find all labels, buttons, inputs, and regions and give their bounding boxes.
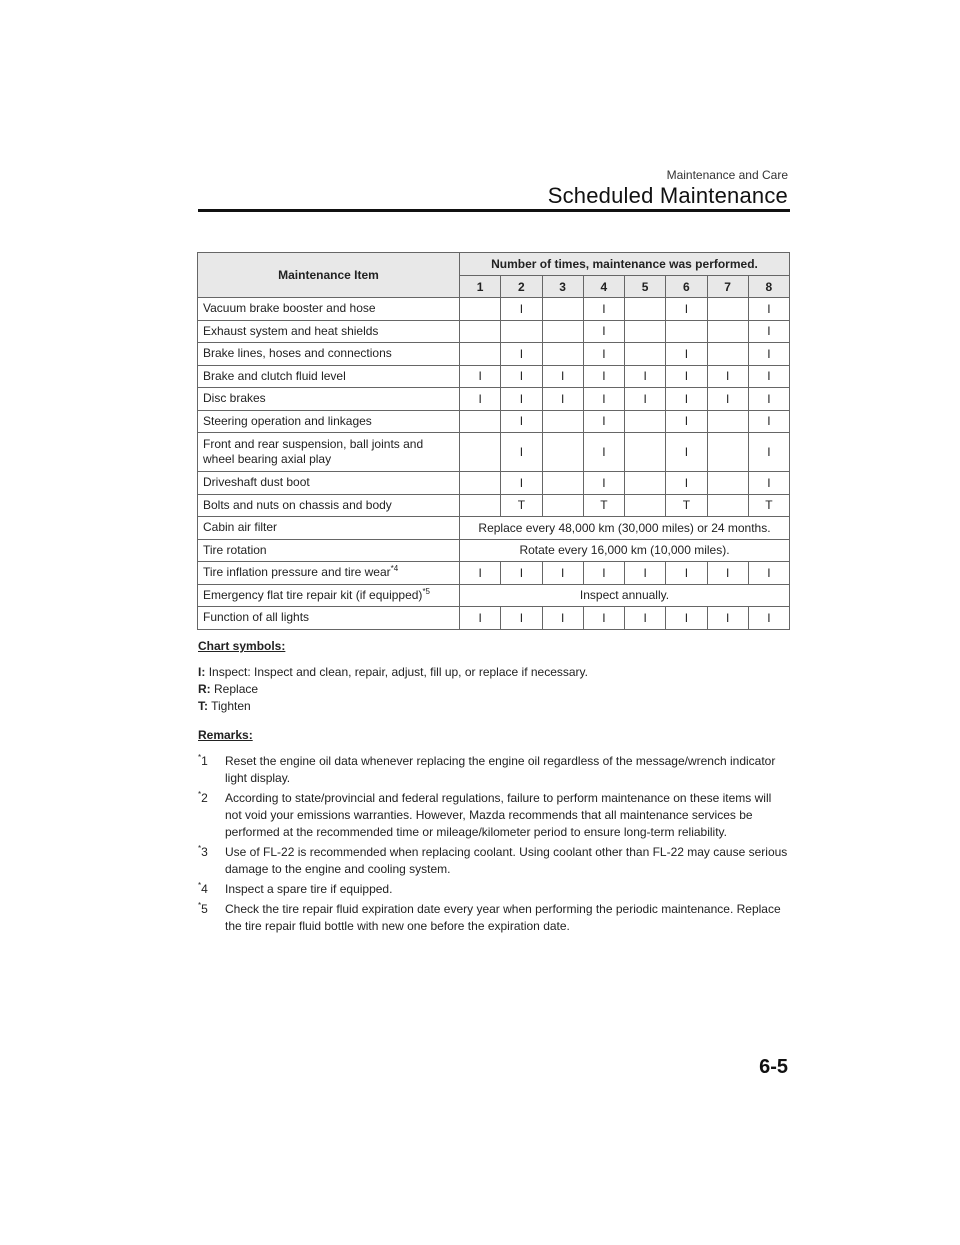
maintenance-table: [197, 252, 790, 630]
schedule-cell: I: [501, 562, 542, 585]
schedule-cell: I: [583, 562, 624, 585]
schedule-cell: I: [748, 365, 789, 388]
schedule-cell: I: [501, 343, 542, 366]
schedule-cell: [707, 410, 748, 433]
interval-note: Replace every 48,000 km (30,000 miles) or 24 months.: [460, 517, 790, 540]
times-header: Number of times, maintenance was performed.: [460, 253, 790, 276]
schedule-cell: [501, 320, 542, 343]
remarks-heading: Remarks:: [198, 728, 253, 742]
schedule-cell: I: [501, 298, 542, 321]
schedule-cell: [542, 343, 583, 366]
schedule-cell: I: [460, 607, 501, 630]
column-header-1: 1: [460, 276, 501, 298]
column-header-8: 8: [748, 276, 789, 298]
header-rule: [198, 209, 790, 212]
page-title: Scheduled Maintenance: [547, 183, 788, 208]
table-row: [198, 365, 790, 388]
schedule-cell: I: [666, 365, 707, 388]
schedule-cell: I: [707, 607, 748, 630]
schedule-cell: [707, 494, 748, 517]
table-row: [198, 472, 790, 495]
schedule-cell: I: [625, 607, 666, 630]
interval-note: Rotate every 16,000 km (10,000 miles).: [460, 539, 790, 562]
schedule-cell: [460, 343, 501, 366]
maintenance-item: Vacuum brake booster and hose: [198, 298, 460, 321]
schedule-cell: I: [583, 388, 624, 411]
schedule-cell: I: [666, 433, 707, 472]
interval-note: Inspect annually.: [460, 584, 790, 607]
maintenance-item: Driveshaft dust boot: [198, 472, 460, 495]
schedule-cell: [542, 320, 583, 343]
table-row: [198, 298, 790, 321]
maintenance-item: Front and rear suspension, ball joints and wheel bearing axial play: [198, 433, 460, 472]
schedule-cell: I: [583, 343, 624, 366]
table-row: [198, 562, 790, 585]
schedule-cell: [625, 410, 666, 433]
schedule-cell: [707, 472, 748, 495]
maintenance-item: Steering operation and linkages: [198, 410, 460, 433]
schedule-cell: I: [666, 472, 707, 495]
table-row: [198, 607, 790, 630]
maintenance-item: Tire inflation pressure and tire wear$^{*4}$: [198, 562, 460, 585]
schedule-cell: I: [748, 298, 789, 321]
schedule-cell: [460, 494, 501, 517]
notes-section: [198, 638, 790, 935]
symbol-t: T: Tighten: [198, 699, 251, 713]
maintenance-item-header: Maintenance Item: [198, 253, 460, 298]
remark-4: *4 Inspect a spare tire if equipped.: [198, 881, 393, 896]
maintenance-item: Exhaust system and heat shields: [198, 320, 460, 343]
page-header: [548, 168, 788, 209]
schedule-cell: [460, 298, 501, 321]
schedule-cell: [707, 433, 748, 472]
schedule-cell: I: [501, 388, 542, 411]
schedule-cell: T: [748, 494, 789, 517]
table-row: [198, 584, 790, 607]
column-header-3: 3: [542, 276, 583, 298]
table-row: [198, 539, 790, 562]
schedule-cell: I: [542, 365, 583, 388]
schedule-cell: [542, 472, 583, 495]
schedule-cell: [666, 320, 707, 343]
column-header-7: 7: [707, 276, 748, 298]
schedule-cell: I: [748, 410, 789, 433]
schedule-cell: [460, 410, 501, 433]
remark-1: *1 Reset the engine oil data whenever replacing the engine oil regardless of the message/wrench indicator light display.: [198, 753, 776, 785]
schedule-cell: I: [748, 562, 789, 585]
remark-2: *2 According to state/provincial and federal regulations, failure to perform maintenance on these items will not void your emissions warranties. However, Mazda recommends that all maintenance services be performed at the recommended time or mileage/kilometer period to ensure long-term reliability.: [198, 790, 772, 839]
remark-5: *5 Check the tire repair fluid expiration date every year when performing the periodic maintenance. Replace the tire repair fluid bottle with new one before the expiration date.: [198, 901, 781, 933]
column-header-2: 2: [501, 276, 542, 298]
schedule-cell: I: [748, 433, 789, 472]
table-row: [198, 494, 790, 517]
schedule-cell: [460, 320, 501, 343]
maintenance-item: Bolts and nuts on chassis and body: [198, 494, 460, 517]
table-row: [198, 517, 790, 540]
symbol-r: R: Replace: [198, 682, 259, 696]
schedule-cell: I: [748, 472, 789, 495]
schedule-cell: [707, 298, 748, 321]
table-row: [198, 410, 790, 433]
schedule-cell: [625, 433, 666, 472]
schedule-cell: I: [542, 388, 583, 411]
column-header-5: 5: [625, 276, 666, 298]
schedule-cell: I: [542, 562, 583, 585]
schedule-cell: I: [666, 343, 707, 366]
schedule-cell: [625, 343, 666, 366]
maintenance-item: Cabin air filter: [198, 517, 460, 540]
maintenance-item: Function of all lights: [198, 607, 460, 630]
schedule-cell: I: [583, 433, 624, 472]
column-header-6: 6: [666, 276, 707, 298]
chart-symbols-list: [198, 664, 790, 715]
schedule-cell: I: [748, 388, 789, 411]
schedule-cell: I: [542, 607, 583, 630]
symbol-i: I: Inspect: Inspect and clean, repair, adjust, fill up, or replace if necessary.: [198, 665, 588, 679]
schedule-cell: I: [583, 320, 624, 343]
schedule-cell: I: [707, 562, 748, 585]
schedule-cell: I: [666, 410, 707, 433]
schedule-cell: I: [707, 365, 748, 388]
page-number: 6-5: [759, 1056, 788, 1078]
schedule-cell: I: [748, 607, 789, 630]
schedule-cell: T: [666, 494, 707, 517]
schedule-cell: [542, 433, 583, 472]
schedule-cell: I: [583, 365, 624, 388]
schedule-cell: I: [625, 365, 666, 388]
schedule-cell: [542, 410, 583, 433]
schedule-cell: I: [625, 388, 666, 411]
schedule-cell: T: [501, 494, 542, 517]
maintenance-item: Emergency flat tire repair kit (if equipped)$^{*5}$: [198, 584, 460, 607]
schedule-cell: I: [501, 607, 542, 630]
schedule-cell: I: [666, 607, 707, 630]
column-header-4: 4: [583, 276, 624, 298]
table-row: [198, 388, 790, 411]
schedule-cell: I: [460, 562, 501, 585]
schedule-cell: I: [501, 472, 542, 495]
schedule-cell: I: [460, 388, 501, 411]
table-row: [198, 433, 790, 472]
schedule-cell: I: [625, 562, 666, 585]
schedule-cell: T: [583, 494, 624, 517]
remarks-list: [198, 753, 790, 935]
table-row: [198, 320, 790, 343]
schedule-cell: I: [501, 365, 542, 388]
schedule-cell: [542, 298, 583, 321]
schedule-cell: [625, 494, 666, 517]
schedule-cell: [460, 472, 501, 495]
maintenance-item: Brake lines, hoses and connections: [198, 343, 460, 366]
schedule-cell: I: [460, 365, 501, 388]
chart-symbols-heading: Chart symbols:: [198, 639, 286, 653]
maintenance-item: Tire rotation: [198, 539, 460, 562]
schedule-cell: I: [748, 343, 789, 366]
maintenance-item: Brake and clutch fluid level: [198, 365, 460, 388]
schedule-cell: [625, 320, 666, 343]
schedule-cell: [460, 433, 501, 472]
remark-3: *3 Use of FL-22 is recommended when replacing coolant. Using coolant other than FL-22 may cause serious damage to the engine and cooling system.: [198, 844, 788, 876]
schedule-cell: [542, 494, 583, 517]
schedule-cell: [707, 343, 748, 366]
schedule-cell: I: [583, 607, 624, 630]
schedule-cell: [625, 472, 666, 495]
schedule-cell: I: [666, 388, 707, 411]
maintenance-item: Disc brakes: [198, 388, 460, 411]
schedule-cell: I: [666, 298, 707, 321]
schedule-cell: I: [666, 562, 707, 585]
section-label: Maintenance and Care: [666, 168, 788, 182]
schedule-cell: I: [583, 472, 624, 495]
schedule-cell: I: [501, 433, 542, 472]
schedule-cell: I: [707, 388, 748, 411]
schedule-cell: [625, 298, 666, 321]
schedule-cell: [707, 320, 748, 343]
schedule-cell: I: [583, 410, 624, 433]
table-row: [198, 343, 790, 366]
schedule-cell: I: [583, 298, 624, 321]
schedule-cell: I: [748, 320, 789, 343]
table-body: [198, 298, 790, 630]
schedule-cell: I: [501, 410, 542, 433]
